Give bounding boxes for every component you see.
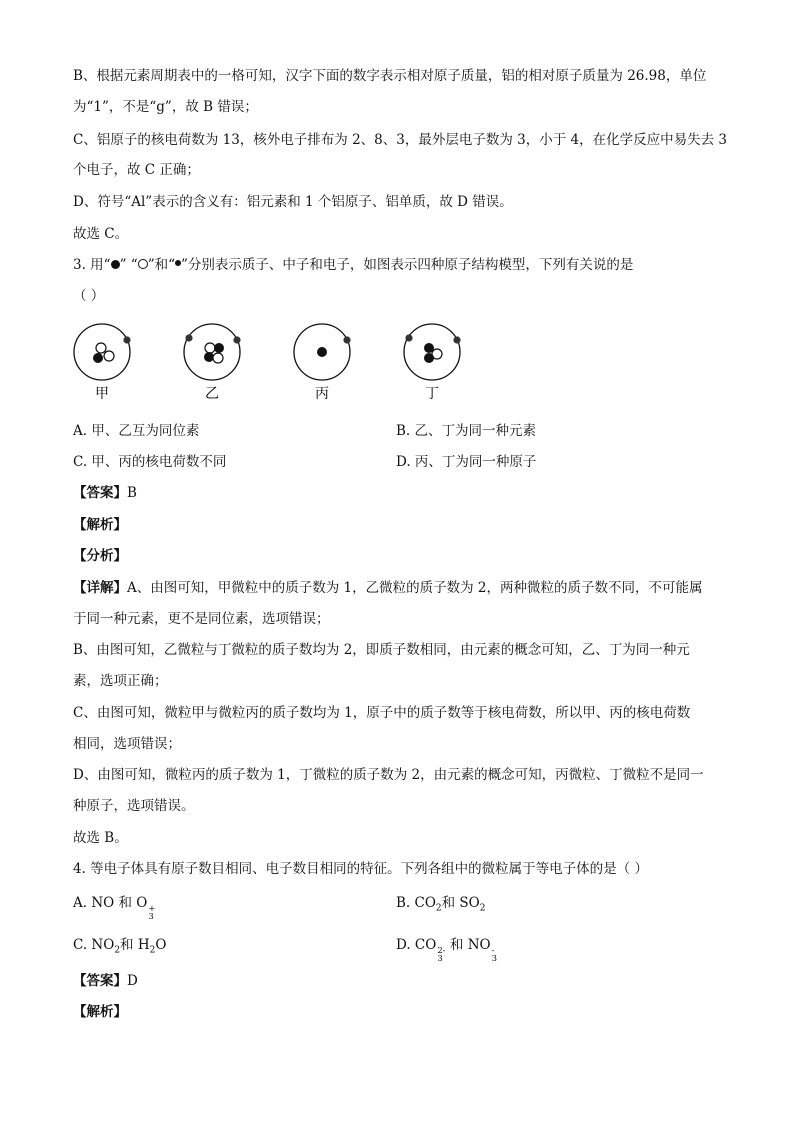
answer-value: B [127, 485, 137, 501]
q4-c-text2: 和 H [120, 937, 150, 953]
q4-answer [73, 971, 138, 991]
q3-choose: 故选 B。 [73, 830, 128, 846]
q3-detail-line2: 于同一种元素，更不是同位素，选项错误； [73, 611, 330, 627]
model-label-bing: 丙 [315, 386, 329, 402]
q3-detail-line5: C、由图可知，微粒甲与微粒丙的质子数均为 1，原子中的质子数等于核电荷数，所以甲、丙的核电荷数 [73, 705, 691, 721]
explanation-b-line2: 为“1”，不是“g”，故 B 错误； [73, 99, 258, 115]
q3-answer [73, 483, 137, 503]
q4-d-text1: D. CO [396, 937, 437, 953]
proton-icon [214, 343, 224, 353]
q3-detail-line1 [73, 578, 703, 598]
atom-model-yi [184, 324, 241, 402]
electron-icon [233, 336, 240, 343]
explanation-c-line2: 个电子，故 C 正确； [73, 162, 200, 178]
neutron-icon [205, 343, 215, 353]
q4-b-text1: B. CO [396, 895, 436, 911]
q4-option-b[interactable] [396, 893, 485, 919]
q3-detail-line7: D、由图可知，微粒丙的质子数为 1，丁微粒的质子数为 2，由元素的概念可知，丙微粒、丁微粒不是同一 [73, 767, 704, 783]
q3-stem-mid2: ”和“ [147, 257, 175, 273]
proton-symbol-icon [111, 260, 120, 269]
q3-stem [73, 255, 633, 275]
electron-icon [123, 336, 130, 343]
q4-stem: 4. 等电子体具有原子数目相同、电子数目相同的特征。下列各组中的微粒属于等电子体的是（ ） [73, 861, 648, 877]
model-label-yi: 乙 [205, 386, 219, 402]
q4-a-sup: + [148, 904, 156, 914]
q3-detail-line8: 种原子，选项错误。 [73, 798, 195, 814]
q4-d-sub2: 3 [491, 954, 497, 964]
explanation-d-line: D、符号“Al”表示的含义有：铝元素和 1 个铝原子、铝单质，故 D 错误。 [73, 194, 513, 210]
q4-d-charge2 [492, 947, 497, 963]
q3-option-d[interactable]: D. 丙、丁为同一种原子 [396, 454, 537, 470]
q3-fenxi-tag [73, 546, 127, 566]
q4-d-charge1 [437, 947, 445, 963]
proton-icon [317, 347, 327, 357]
q4-b-sub2: 2 [479, 903, 486, 914]
q4-a-text: A. NO 和 O [73, 895, 148, 911]
analysis-tag: 【解析】 [73, 1004, 127, 1020]
q4-option-d[interactable] [396, 935, 497, 963]
model-label-jia: 甲 [95, 386, 109, 402]
q4-d-sup1: 2- [437, 946, 446, 956]
atom-models-figure [60, 318, 480, 408]
q3-option-a[interactable]: A. 甲、乙互为同位素 [73, 423, 200, 439]
proton-icon [93, 353, 103, 363]
fenxi-tag: 【分析】 [73, 548, 127, 564]
electron-icon [405, 334, 412, 341]
q3-stem-suffix: ”分别表示质子、中子和电子，如图表示四种原子结构模型，下列有关说的是 [181, 257, 634, 273]
q4-a-charge [148, 905, 155, 921]
answer-tag: 【答案】 [73, 973, 127, 989]
q4-option-c[interactable] [73, 935, 166, 961]
q3-answer-paren: （ ） [73, 288, 105, 304]
q3-stem-mid1: ” “ [119, 257, 138, 273]
neutron-icon [96, 343, 106, 353]
electron-icon [185, 334, 192, 341]
explanation-b-line1: B、根据元素周期表中的一格可知，汉字下面的数字表示相对原子质量，铝的相对原子质量为 26.98，单位 [73, 68, 707, 84]
explanation-c-line1: C、铝原子的核电荷数为 13，核外电子排布为 2、8、3，最外层电子数为 3，小于 4，在化学反应中易失去 3 [73, 132, 727, 148]
answer-tag: 【答案】 [73, 485, 127, 501]
electron-icon [343, 336, 350, 343]
choose-c: 故选 C。 [73, 226, 129, 242]
analysis-tag: 【解析】 [73, 517, 127, 533]
q4-analysis-tag [73, 1002, 127, 1022]
q3-analysis-tag [73, 515, 127, 535]
q3-detail-line6: 相同，选项错误； [73, 736, 181, 752]
q3-detail-line3: B、由图可知，乙微粒与丁微粒的质子数均为 2，即质子数相同，由元素的概念可知，乙、丁为同一种元 [73, 642, 690, 658]
q4-c-text1: C. NO [73, 937, 115, 953]
electron-icon [453, 336, 460, 343]
q4-a-sub: 3 [148, 912, 154, 922]
q4-b-text2: 和 SO [441, 895, 480, 911]
q4-c-sub2: 2 [149, 945, 156, 956]
detail-tag: 【详解】 [73, 580, 127, 596]
proton-icon [424, 353, 434, 363]
neutron-symbol-icon [138, 259, 148, 269]
atom-model-bing [294, 324, 351, 402]
neutron-icon [104, 351, 114, 361]
atom-model-ding [404, 324, 461, 402]
q4-c-sub1: 2 [114, 945, 121, 956]
q3-option-c[interactable]: C. 甲、丙的核电荷数不同 [73, 454, 227, 470]
detail-text: A、由图可知，甲微粒中的质子数为 1，乙微粒的质子数为 2，两种微粒的质子数不同，不可能属 [127, 580, 703, 596]
q4-d-sub1: 3 [437, 954, 443, 964]
q4-option-a[interactable] [73, 893, 156, 921]
q4-c-text3: O [155, 937, 167, 953]
q4-b-sub1: 2 [435, 903, 442, 914]
model-label-ding: 丁 [425, 386, 439, 402]
q4-d-text2: 和 NO [445, 937, 491, 953]
q3-option-b[interactable]: B. 乙、丁为同一种元素 [396, 423, 537, 439]
answer-value: D [127, 973, 138, 989]
q3-stem-prefix: 3. 用“ [73, 257, 111, 273]
q4-d-sup2: - [491, 946, 495, 956]
atom-model-jia [74, 324, 131, 402]
neutron-icon [213, 353, 223, 363]
q3-detail-line4: 素，选项正确； [73, 673, 168, 689]
